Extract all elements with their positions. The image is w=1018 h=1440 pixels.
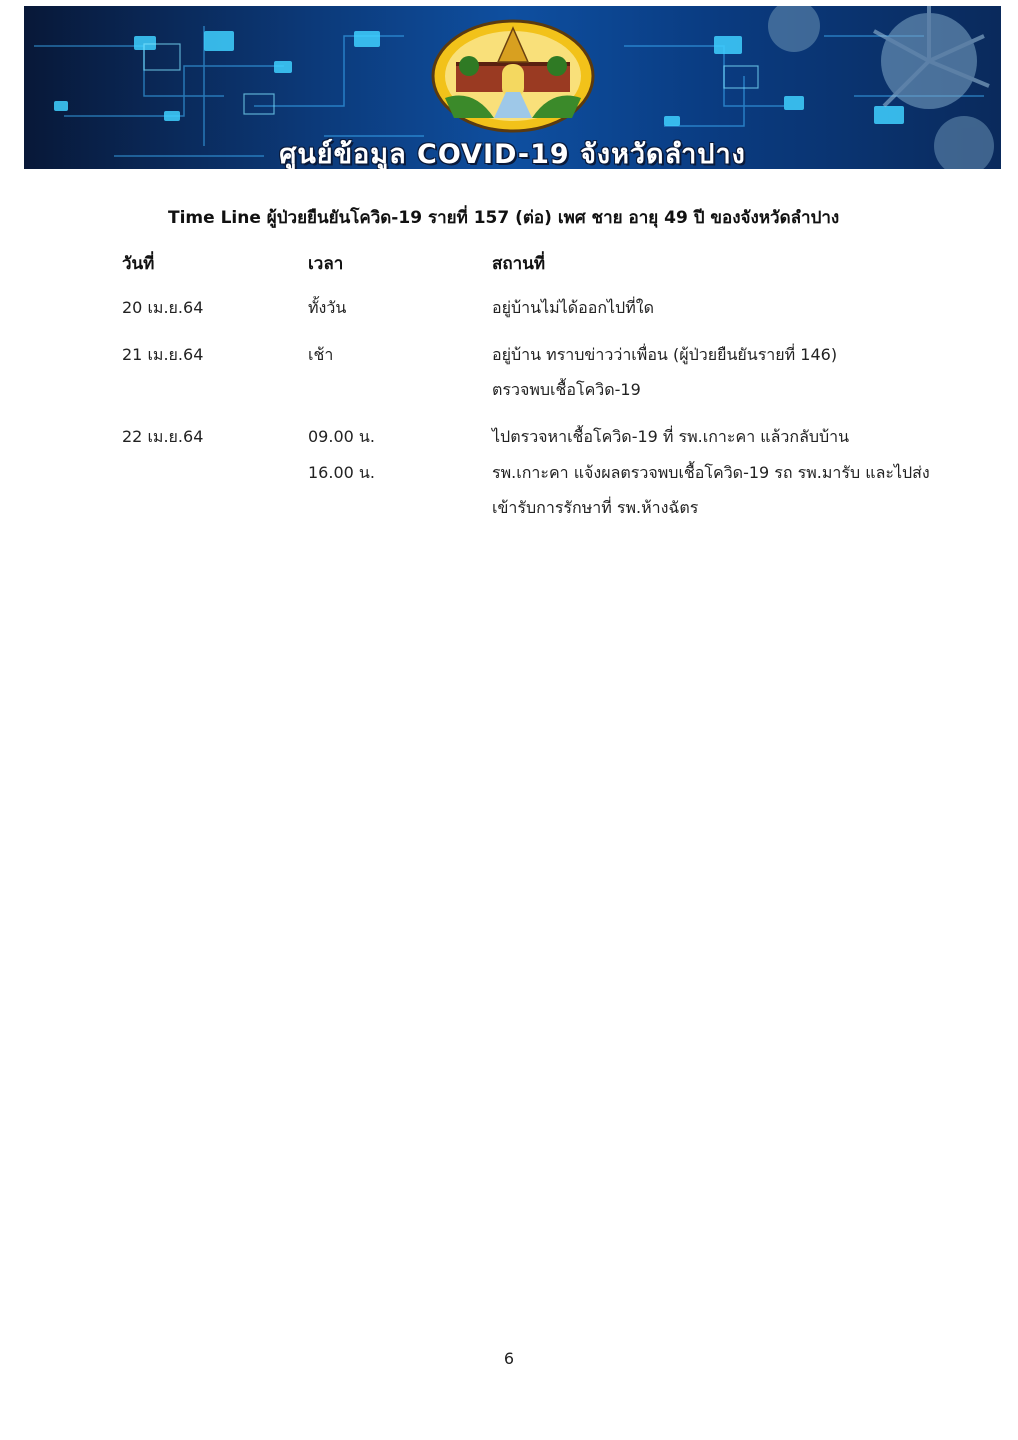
- column-header-place: สถานที่: [492, 254, 546, 274]
- column-header-time: เวลา: [308, 254, 344, 274]
- row-3-place-2: รพ.เกาะคา แจ้งผลตรวจพบเชื้อโควิด-19 รถ รพ.มารับ และไปส่ง: [492, 463, 930, 482]
- row-1-time-1: ทั้งวัน: [308, 298, 347, 317]
- row-2-place-2: ตรวจพบเชื้อโควิด-19: [492, 380, 641, 399]
- column-header-date: วันที่: [122, 254, 155, 274]
- lampang-seal-icon: [433, 21, 593, 131]
- row-3-date: 22 เม.ย.64: [122, 427, 204, 446]
- row-1-place-1: อยู่บ้านไม่ได้ออกไปที่ใด: [492, 298, 654, 317]
- row-3-time-2: 16.00 น.: [308, 463, 375, 482]
- page-number: 6: [503, 1349, 515, 1368]
- row-1-date: 20 เม.ย.64: [122, 298, 204, 317]
- row-2-time-1: เช้า: [308, 345, 334, 364]
- row-3-time-1: 09.00 น.: [308, 427, 375, 446]
- row-3-place-3: เข้ารับการรักษาที่ รพ.ห้างฉัตร: [492, 498, 699, 517]
- row-2-date: 21 เม.ย.64: [122, 345, 204, 364]
- banner-title: ศูนย์ข้อมูล COVID-19 จังหวัดลำปาง: [279, 139, 746, 169]
- header-banner: [24, 6, 1001, 169]
- row-2-place-1: อยู่บ้าน ทราบข่าวว่าเพื่อน (ผู้ป่วยยืนยันรายที่ 146): [492, 345, 838, 364]
- row-3-place-1: ไปตรวจหาเชื้อโควิด-19 ที่ รพ.เกาะคา แล้วกลับบ้าน: [492, 427, 850, 446]
- document-title: Time Line ผู้ป่วยยืนยันโควิด-19 รายที่ 157 (ต่อ) เพศ ชาย อายุ 49 ปี ของจังหวัดลำปาง: [168, 208, 840, 228]
